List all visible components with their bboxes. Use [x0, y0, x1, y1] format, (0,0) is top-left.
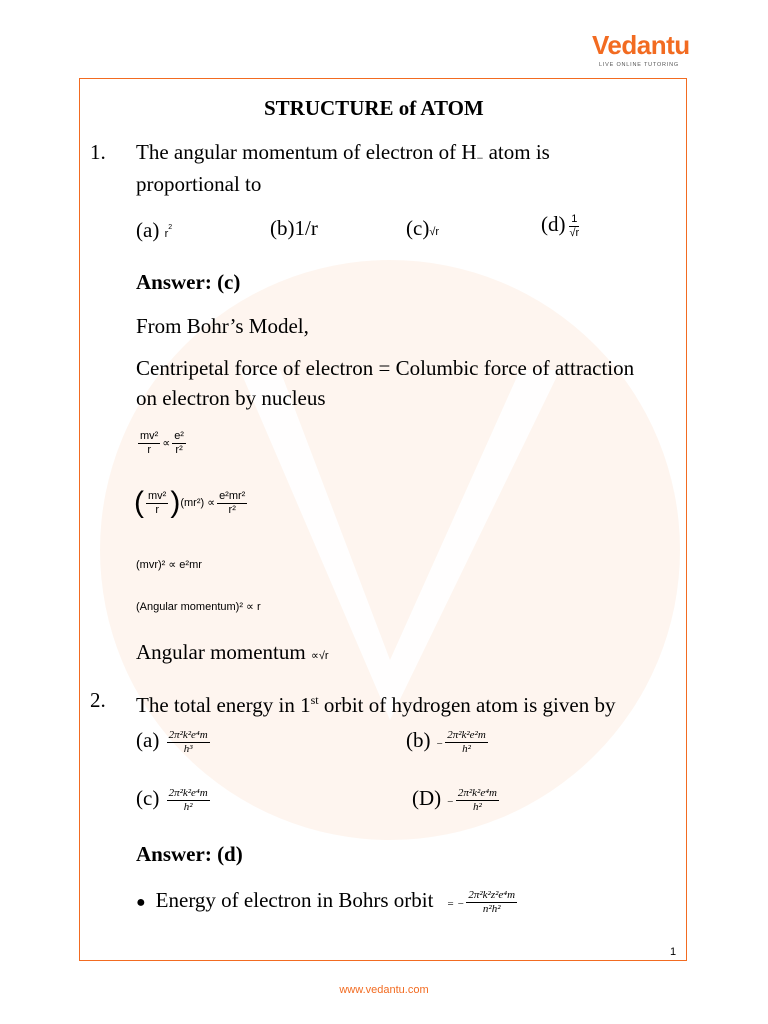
q1-option-c — [406, 216, 439, 244]
q2-opt-b-den: h² — [462, 742, 471, 755]
eq1-prop: ∝ — [162, 437, 171, 450]
q2-text-sup: st — [310, 693, 319, 707]
q1-line1-sub: − — [476, 151, 484, 165]
q1-opt-d-label: (d) — [541, 212, 566, 236]
q1-option-d — [541, 212, 583, 240]
q2-option-d — [412, 786, 501, 814]
q2-opt-d-num: 2π²k²e⁴m — [457, 786, 497, 799]
bullet-dot: ● — [136, 894, 146, 911]
q1-opt-a-label: (a) — [136, 218, 160, 242]
q1-option-b: (b)1/r — [270, 216, 318, 240]
q2-option-a — [136, 728, 212, 756]
eq2-num-right: e²mr² — [219, 489, 246, 502]
q2-bullet-sign: = − — [446, 898, 465, 910]
page-title: STRUCTURE of ATOM — [264, 96, 484, 120]
eq2-den-left: r — [155, 503, 159, 516]
q2-answer: Answer: (d) — [136, 842, 243, 866]
q1-line1-text: The angular momentum of electron of H — [136, 140, 477, 164]
q2-opt-c-num: 2π²k²e⁴m — [168, 786, 208, 799]
eq2-mid: (mr²) ∝ — [180, 496, 216, 509]
eq1-num-right: e² — [174, 430, 184, 442]
logo-tagline: LIVE ONLINE TUTORING — [599, 62, 679, 68]
q1-equation-4: (Angular momentum)² ∝ r — [136, 601, 261, 613]
eq1-num-left: mv² — [140, 430, 159, 442]
q1-line1-end: atom is — [483, 140, 550, 164]
q1-conclusion-math: ∝√r — [310, 650, 329, 662]
q2-bullet-text: Energy of electron in Bohrs orbit — [155, 888, 434, 912]
q2-text-pre: The total energy in 1 — [136, 693, 311, 717]
q1-opt-a-value: r — [164, 228, 169, 240]
q2-opt-a-num: 2π²k²e⁴m — [168, 728, 208, 741]
q2-bullet — [136, 888, 519, 916]
q1-opt-c-value: √r — [429, 226, 440, 238]
q2-opt-c-den: h² — [183, 800, 193, 813]
q1-equation-3: (mvr)² ∝ e²mr — [136, 559, 202, 571]
q2-opt-d-label: (D) — [412, 786, 442, 810]
q2-opt-a-den: h³ — [183, 742, 193, 755]
q1-option-a — [136, 216, 172, 246]
q1-line1 — [136, 140, 550, 170]
q2-opt-d-den: h² — [473, 800, 482, 813]
q1-opt-d-num: 1 — [571, 212, 578, 225]
q1-line2: proportional to — [136, 172, 262, 196]
q2-number: 2. — [90, 688, 106, 712]
page-number: 1 — [670, 946, 677, 958]
footer-url[interactable]: www.vedantu.com — [339, 984, 429, 996]
q1-conclusion-text: Angular momentum — [136, 640, 306, 664]
q2-bullet-num: 2π²k²z²e⁴m — [468, 888, 516, 901]
q1-opt-d-den: √r — [569, 226, 580, 239]
eq2-num-left: mv² — [148, 489, 167, 502]
q1-explanation-3: on electron by nucleus — [136, 386, 326, 410]
q2-option-b — [406, 728, 490, 756]
q1-conclusion — [136, 640, 329, 668]
q1-equation-1 — [136, 430, 188, 457]
q2-text-post: orbit of hydrogen atom is given by — [318, 693, 616, 717]
eq1-den-right: r² — [175, 444, 183, 456]
eq1-den-left: r — [147, 444, 151, 456]
q2-opt-b-label: (b) — [406, 728, 431, 752]
q1-opt-a-sup: 2 — [168, 224, 173, 231]
q2-opt-d-sign: − — [446, 796, 454, 808]
q2-text — [136, 688, 615, 717]
vedantu-logo — [592, 30, 690, 70]
q2-opt-c-label: (c) — [136, 786, 160, 810]
q1-explanation-1: From Bohr’s Model, — [136, 314, 309, 338]
logo-wordmark: Vedantu — [592, 30, 690, 60]
q2-opt-b-sign: − — [435, 738, 444, 750]
q1-answer: Answer: (c) — [136, 270, 241, 294]
q2-option-c — [136, 786, 212, 814]
q1-opt-c-label: (c) — [406, 216, 430, 240]
q1-explanation-2: Centripetal force of electron = Columbic force of attraction — [136, 356, 635, 380]
q2-bullet-den: n²h² — [482, 902, 501, 915]
q2-opt-a-label: (a) — [136, 728, 160, 752]
q2-opt-b-num: 2π²k²e²m — [447, 728, 486, 741]
q1-number: 1. — [90, 140, 106, 164]
q1-equation-2: ( $\frac{\text{mv²}}{r}$ )(mr²) ∝ $\frac{\text{e²mr²}}{\text{r²}}$ — [134, 486, 246, 519]
eq2-den-right: r² — [228, 503, 236, 516]
